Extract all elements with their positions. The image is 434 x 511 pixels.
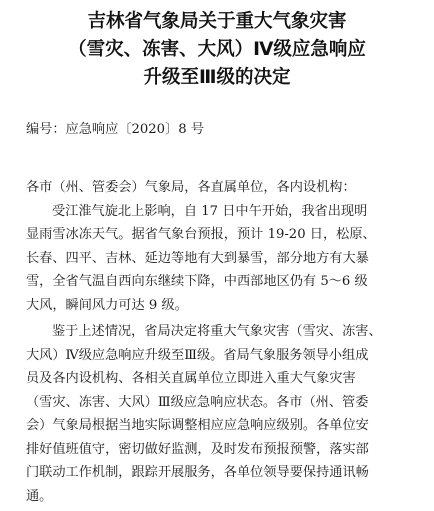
paragraph-1-line: 显雨雪冰冻天气。据省气象台预报，预计 19-20 日，松原、 — [26, 227, 376, 242]
document-number: 编号：应急响应〔2020〕8 号 — [26, 122, 205, 137]
document-title — [0, 0, 434, 92]
paragraph-1-line: 长春、四平、吉林、延边等地有大到暴雪，部分地方有大暴 — [26, 250, 369, 266]
paragraph-2-line: 通。 — [26, 488, 53, 504]
paragraph-2-line: 会）气象局根据当地实际调整相应应急响应级别。各单位安 — [26, 418, 369, 433]
salutation — [26, 176, 418, 200]
paragraph-2-line: （雪灾、冻害、大风）Ⅲ级应急响应状态。各市（州、管委 — [26, 394, 369, 410]
paragraph-2-line: 门联动工作机制，跟踪开展服务，各单位领导要保持通讯畅 — [26, 465, 369, 480]
paragraph-1-line: 受江淮气旋北上影响，自 17 日中午开始，我省出现明 — [52, 203, 368, 219]
paragraph-1 — [26, 200, 418, 318]
paragraph-2-line: 排好值班值守，密切做好监测，及时发布预报预警，落实部 — [26, 441, 369, 457]
document-body — [26, 176, 418, 508]
paragraph-2-line: 鉴于上述情况，省局决定将重大气象灾害（雪灾、冻害、 — [52, 324, 382, 339]
paragraph-2 — [26, 320, 418, 508]
title-line-2: （雪灾、冻害、大风）Ⅳ级应急响应 — [68, 39, 366, 60]
title-line-3: 升级至Ⅲ级的决定 — [143, 67, 291, 88]
paragraph-2-line: 员及各内设机构、各相关直属单位立即进入重大气象灾害 — [26, 371, 356, 386]
salutation-line: 各市（州、管委会）气象局，各直属单位，各内设机构： — [26, 180, 356, 195]
title-line-1: 吉林省气象局关于重大气象灾害 — [87, 11, 347, 32]
paragraph-2-line: 大风）Ⅳ级应急响应升级至Ⅲ级。省局气象服务领导小组成 — [26, 347, 369, 363]
paragraph-1-line: 雪，全省气温自西向东继续下降，中西部地区仍有 5～6 级 — [26, 274, 368, 289]
paragraph-1-line: 大风，瞬间风力可达 9 级。 — [26, 297, 188, 313]
